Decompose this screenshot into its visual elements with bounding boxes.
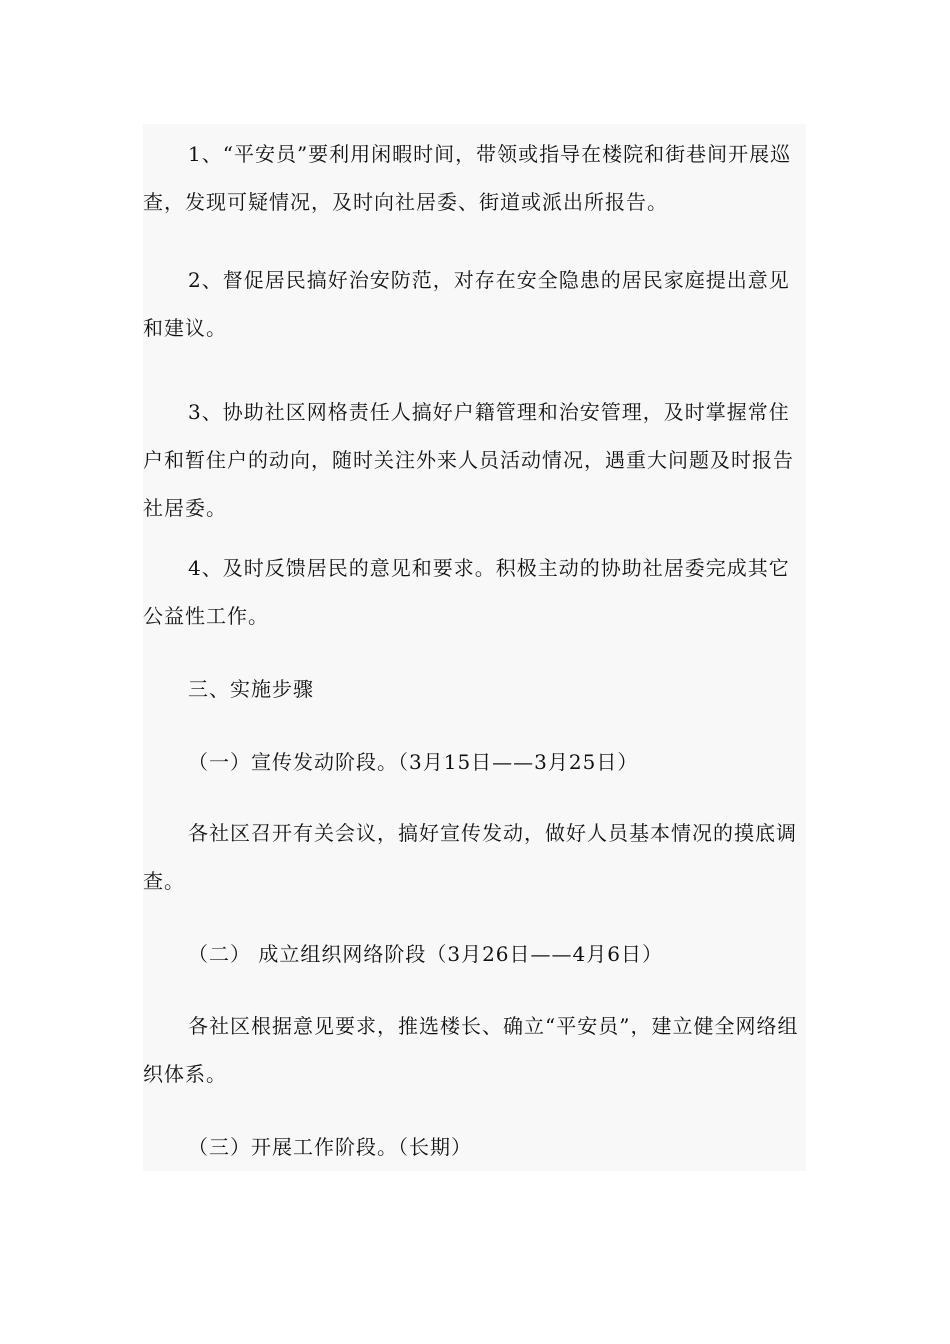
paragraph-duty-2: 2、督促居民搞好治安防范，对存在安全隐患的居民家庭提出意见和建议。: [143, 268, 790, 340]
paragraph-step-2: 各社区根据意见要求，推选楼长、确立“平安员”，建立健全网络组织体系。: [143, 1014, 799, 1086]
step-2-heading: （二） 成立组织网络阶段（3月26日——4月6日）: [188, 942, 663, 966]
paragraph-duty-3: 3、协助社区网格责任人搞好户籍管理和治安管理，及时掌握常住户和暂住户的动向，随时关注外来人员活动情况，遇重大问题及时报告社居委。: [143, 400, 794, 520]
section-heading-steps: 三、实施步骤: [188, 677, 314, 701]
step-3-heading: （三）开展工作阶段。（长期）: [188, 1135, 472, 1159]
paragraph-duty-4: 4、及时反馈居民的意见和要求。积极主动的协助社居委完成其它公益性工作。: [143, 556, 790, 628]
paragraph-duty-1: 1、“平安员”要利用闲暇时间，带领或指导在楼院和街巷间开展巡查，发现可疑情况，及时向社居委、街道或派出所报告。: [143, 142, 792, 214]
step-1-heading: （一）宣传发动阶段。（3月15日——3月25日）: [188, 750, 639, 774]
paragraph-step-1: 各社区召开有关会议，搞好宣传发动，做好人员基本情况的摸底调查。: [143, 821, 797, 893]
document-page: [143, 124, 806, 1171]
